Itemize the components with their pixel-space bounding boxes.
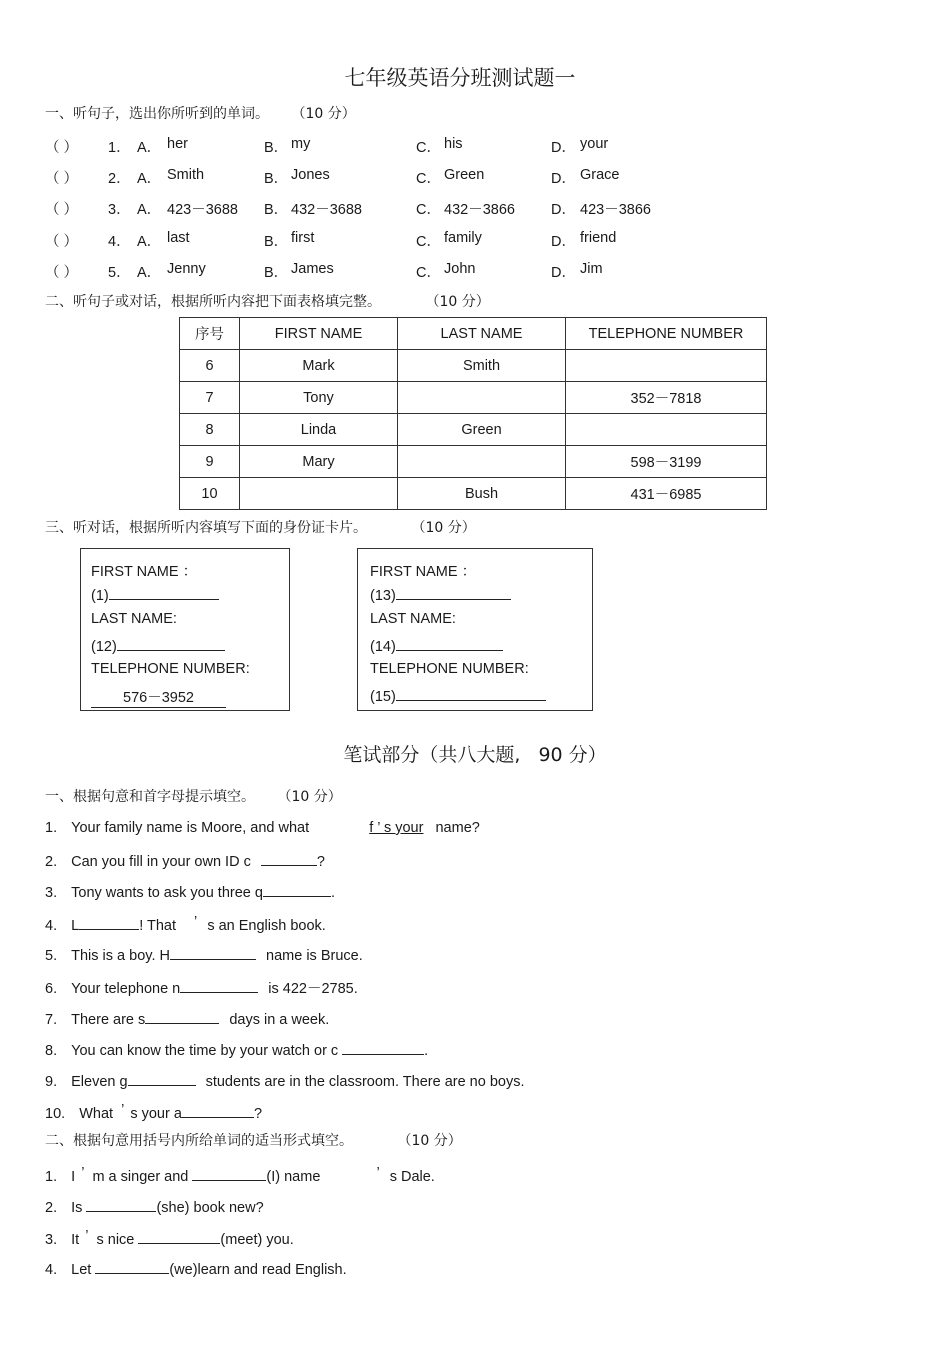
card-telephone-label: TELEPHONE NUMBER: [370,661,529,677]
id-card-2 [357,548,593,711]
option-letter: B． [264,234,289,250]
fill-item-2: 2. Can you fill in your own ID c ? [45,851,325,870]
answer-blank[interactable] [342,1040,424,1055]
table-row [180,446,767,478]
table-header: LAST NAME [398,318,566,350]
answer-blank[interactable] [182,1103,254,1118]
option-text: her [167,136,188,152]
table-row [180,414,767,446]
answer-blank[interactable] [95,1259,169,1274]
option-letter: B． [264,140,289,156]
answer-blank[interactable] [128,1071,196,1086]
table-cell: 431－6985 [566,478,767,510]
table-cell: 6 [180,350,240,382]
card-last-name-field[interactable]: (12) [91,636,225,655]
card-first-name-label: FIRST NAME ： [370,564,477,580]
answer-blank[interactable] [86,1197,156,1212]
fill-item-4: 4. L ! That ’ s an English book. [45,914,326,934]
table-cell: 352－7818 [566,382,767,414]
option-letter: C． [416,202,441,218]
id-card-1 [80,548,290,711]
option-text: friend [580,230,617,246]
answer-paren[interactable]: （ ） [45,171,79,187]
option-text: Jim [580,261,603,277]
fill-item-7: 7. There are s days in a week. [45,1009,329,1028]
option-letter: D． [551,265,576,281]
table-cell: Bush [398,478,566,510]
card-telephone-value: 576－3952 [91,686,226,708]
question-number: 2． [108,171,131,187]
fill-item-9: 9. Eleven g students are in the classroom. There are no boys. [45,1071,525,1090]
option-letter: C． [416,171,441,187]
fill-item-3: 3. Tony wants to ask you three q . [45,882,335,901]
option-letter: D． [551,202,576,218]
answer-blank[interactable] [263,882,331,897]
form-item-2: 2. Is (she) book new? [45,1197,264,1216]
section-heading-written-2: 二、根据句意用括号内所给单词的适当形式填空。 （10 分） [45,1133,462,1149]
fill-item-8: 8. You can know the time by your watch or c . [45,1040,428,1059]
table-cell [240,478,398,510]
answer-blank[interactable] [170,945,256,960]
question-number: 3． [108,202,131,218]
option-text: his [444,136,463,152]
fill-item-10: 10. What ’ s your a ? [45,1102,263,1122]
answer-paren[interactable]: （ ） [45,234,79,250]
answer-blank[interactable] [261,851,317,866]
option-text: 423－3866 [580,202,651,218]
answer-paren[interactable]: （ ） [45,265,79,281]
section-heading-written-1: 一、根据句意和首字母提示填空。 （10 分） [45,789,342,805]
option-text: my [291,136,311,152]
card-first-name-field[interactable]: (1) [91,585,219,604]
card-telephone-label: TELEPHONE NUMBER: [91,661,250,677]
answer-blank[interactable] [145,1009,219,1024]
table-row [180,478,767,510]
option-text: last [167,230,190,246]
table-cell [398,446,566,478]
page-title: 七年级英语分班测试题一 [344,66,576,90]
name-table [179,317,767,510]
question-number: 4． [108,234,131,250]
answer-blank[interactable] [138,1229,220,1244]
table-row [180,382,767,414]
table-cell [398,382,566,414]
table-cell [566,414,767,446]
table-header: FIRST NAME [240,318,398,350]
section-heading-listening-1: 一、听句子，选出你所听到的单词。 （10 分） [45,106,356,122]
card-first-name-label: FIRST NAME ： [91,564,198,580]
section-heading-listening-3: 三、听对话，根据所听内容填写下面的身份证卡片。 （10 分） [45,520,476,536]
form-item-3: 3. It ’ s nice (meet) you. [45,1228,294,1248]
table-header: TELEPHONE NUMBER [566,318,767,350]
option-letter: B． [264,202,289,218]
card-last-name-label: LAST NAME: [370,611,456,627]
section-heading-listening-2: 二、听句子或对话，根据所听内容把下面表格填完整。 （10 分） [45,294,490,310]
option-letter: D． [551,140,576,156]
table-cell: Tony [240,382,398,414]
option-text: 432－3688 [291,202,362,218]
option-text: family [444,230,482,246]
table-cell: Green [398,414,566,446]
answer-paren[interactable]: （ ） [45,140,79,156]
fill-item-5: 5. This is a boy. H name is Bruce. [45,945,363,964]
option-letter: C． [416,265,441,281]
option-letter: A． [137,202,162,218]
option-text: 432－3866 [444,202,515,218]
option-letter: B． [264,265,289,281]
option-text: Grace [580,167,620,183]
table-cell: 10 [180,478,240,510]
answer-paren[interactable]: （ ） [45,202,79,218]
table-cell: 598－3199 [566,446,767,478]
answer-blank[interactable] [192,1166,266,1181]
option-text: Jones [291,167,330,183]
table-header-row [180,318,767,350]
table-cell: 8 [180,414,240,446]
option-letter: D． [551,234,576,250]
question-number: 5． [108,265,131,281]
option-letter: D． [551,171,576,187]
written-section-title: 笔试部分（共八大题, 90 分） [343,744,607,766]
fill-item-6: 6. Your telephone n is 422－2785. [45,977,358,998]
form-item-1: 1. I ’ m a singer and (I) name ’ s Dale. [45,1165,435,1185]
answer-blank[interactable] [79,915,139,930]
option-text: first [291,230,315,246]
table-header: 序号 [180,318,240,350]
card-last-name-label: LAST NAME: [91,611,177,627]
card-first-name-field[interactable]: (13) [370,585,511,604]
form-item-4: 4. Let (we)learn and read English. [45,1259,347,1278]
option-letter: A． [137,140,162,156]
option-letter: B． [264,171,289,187]
option-text: Green [444,167,485,183]
table-cell [566,350,767,382]
option-text: your [580,136,609,152]
option-text: Smith [167,167,205,183]
table-cell: Smith [398,350,566,382]
option-text: Jenny [167,261,206,277]
option-letter: C． [416,234,441,250]
card-telephone-field[interactable]: (15) [370,686,546,705]
table-cell: 9 [180,446,240,478]
option-letter: A． [137,265,162,281]
card-last-name-field[interactable]: (14) [370,636,503,655]
option-text: James [291,261,334,277]
table-cell: Mary [240,446,398,478]
answer-blank[interactable] [180,978,258,993]
option-letter: A． [137,234,162,250]
table-row [180,350,767,382]
answer-text: f ’ s your [369,820,424,836]
option-letter: A． [137,171,162,187]
table-cell: 7 [180,382,240,414]
question-number: 1． [108,140,131,156]
table-cell: Mark [240,350,398,382]
table-cell: Linda [240,414,398,446]
option-letter: C． [416,140,441,156]
option-text: 423－3688 [167,202,238,218]
option-text: John [444,261,476,277]
fill-item-1: 1. Your family name is Moore, and what f ’ s your name? [45,820,480,836]
